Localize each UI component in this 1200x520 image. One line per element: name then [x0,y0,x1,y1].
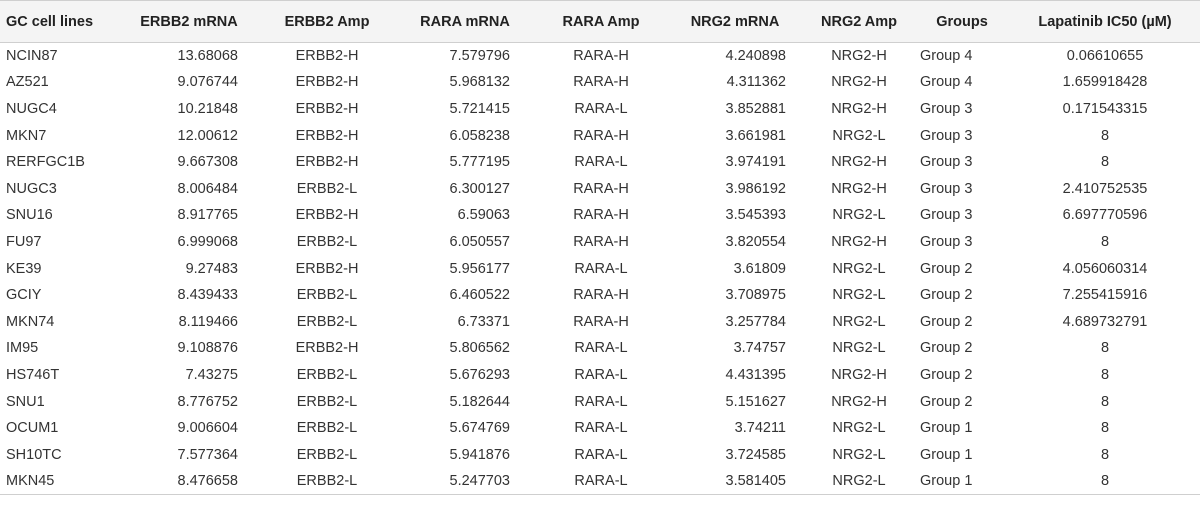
nrg2-amp-value: NRG2-L [832,207,886,224]
group-value: Group 3 [920,180,973,197]
cell-line-name: IM95 [6,340,39,357]
table-row [0,122,1200,149]
erbb2-amp-value: ERBB2-L [296,420,358,437]
erbb2-amp-value: ERBB2-L [296,233,358,250]
nrg2-amp-value: NRG2-H [831,48,887,65]
group-value: Group 3 [920,207,973,224]
rara-mrna-value: 6.59063 [457,207,510,224]
nrg2-mrna-value: 4.311362 [726,74,786,91]
table-row [0,308,1200,335]
cell-line-name: MKN45 [0,468,118,495]
table-row [0,202,1200,229]
group-value: Group 2 [920,393,973,410]
nrg2-mrna-value: 3.581405 [666,468,804,495]
group-value: Group 3 [920,154,973,171]
erbb2-mrna-value: 8.439433 [177,287,238,304]
erbb2-mrna-value: 10.21848 [177,100,238,117]
lapatinib-ic50-value: 2.410752535 [1062,180,1148,197]
cell-line-name: SNU16 [6,207,53,224]
erbb2-amp-value: ERBB2-H [295,100,359,117]
nrg2-amp-value: NRG2-L [832,260,886,277]
rara-amp-value: RARA-H [573,180,629,197]
nrg2-amp-value: NRG2-H [831,180,887,197]
lapatinib-ic50-value: 7.255415916 [1062,287,1148,304]
erbb2-mrna-value: 8.917765 [177,207,238,224]
erbb2-amp-value: ERBB2-H [295,74,359,91]
erbb2-amp-value: ERBB2-L [296,180,358,197]
rara-mrna-value: 5.806562 [449,340,510,357]
lapatinib-ic50-value: 6.697770596 [1062,207,1148,224]
header-rara-amp: RARA Amp [536,1,666,43]
group-value: Group 4 [920,48,973,65]
erbb2-mrna-value: 12.00612 [177,127,238,144]
nrg2-mrna-value: 3.974191 [725,154,786,171]
nrg2-mrna-value: 3.852881 [725,100,786,117]
cell-line-name: SH10TC [6,446,62,463]
lapatinib-ic50-value: 8 [1100,233,1110,250]
nrg2-amp-value: NRG2-L [832,446,886,463]
erbb2-mrna-value: 13.68068 [177,48,238,65]
rara-amp-value: RARA-H [573,287,629,304]
rara-amp-value: RARA-L [574,340,628,357]
nrg2-amp-value: NRG2-L [804,468,914,495]
table-row [0,362,1200,389]
rara-amp-value: RARA-H [573,313,629,330]
cell-line-name: FU97 [6,233,42,250]
nrg2-mrna-value: 4.240898 [725,48,786,65]
rara-amp-value: RARA-L [574,260,628,277]
cell-line-name: MKN7 [6,127,47,144]
rara-mrna-value: 6.73371 [457,313,510,330]
table-row [0,69,1200,96]
cell-line-name: HS746T [6,366,60,383]
rara-mrna-value: 5.956177 [449,260,510,277]
rara-mrna-value: 5.247703 [394,468,536,495]
table-row [0,468,1200,495]
header-erbb2-mrna: ERBB2 mRNA [118,1,260,43]
rara-amp-value: RARA-H [573,207,629,224]
rara-mrna-value: 5.777195 [449,154,510,171]
cell-line-name: NUGC3 [6,180,57,197]
header-gc-cell-lines: GC cell lines [0,1,118,43]
table-header-row [0,1,1200,43]
table-row [0,229,1200,256]
nrg2-amp-value: NRG2-H [831,393,887,410]
rara-amp-value: RARA-H [573,48,629,65]
erbb2-amp-value: ERBB2-L [296,366,358,383]
table-row [0,255,1200,282]
erbb2-mrna-value: 8.476658 [118,468,260,495]
table-row [0,149,1200,176]
group-value: Group 3 [920,100,973,117]
group-value: Group 1 [914,468,1010,495]
cell-line-name: GCIY [6,287,42,304]
lapatinib-ic50-value: 4.056060314 [1062,260,1148,277]
header-lapatinib-ic50: Lapatinib IC50 (µM) [1010,1,1200,43]
rara-amp-value: RARA-H [573,127,629,144]
table-row [0,388,1200,415]
header-groups: Groups [914,1,1010,43]
lapatinib-ic50-value: 8 [1100,127,1110,144]
nrg2-mrna-value: 3.74211 [734,420,786,437]
table-row [0,415,1200,442]
lapatinib-ic50-value: 8 [1100,420,1110,437]
group-value: Group 1 [920,420,973,437]
nrg2-amp-value: NRG2-H [831,74,887,91]
rara-amp-value: RARA-L [536,468,666,495]
erbb2-amp-value: ERBB2-H [295,154,359,171]
erbb2-amp-value: ERBB2-H [295,48,359,65]
erbb2-amp-value: ERBB2-L [296,393,358,410]
nrg2-amp-value: NRG2-L [832,287,886,304]
rara-mrna-value: 6.058238 [449,127,510,144]
lapatinib-ic50-value: 0.06610655 [1066,48,1144,65]
nrg2-mrna-value: 3.986192 [725,180,786,197]
rara-amp-value: RARA-L [574,100,628,117]
nrg2-amp-value: NRG2-L [832,420,886,437]
group-value: Group 2 [920,313,973,330]
rara-amp-value: RARA-H [573,74,629,91]
nrg2-amp-value: NRG2-L [832,127,886,144]
erbb2-amp-value: ERBB2-H [295,340,359,357]
lapatinib-ic50-value: 8 [1100,366,1110,383]
erbb2-amp-value: ERBB2-L [296,287,358,304]
erbb2-mrna-value: 9.076744 [177,74,238,91]
header-erbb2-amp: ERBB2 Amp [260,1,394,43]
nrg2-amp-value: NRG2-H [831,100,887,117]
nrg2-mrna-value: 3.820554 [725,233,786,250]
table-body [0,43,1200,495]
cell-line-name: NCIN87 [6,48,58,65]
nrg2-mrna-value: 3.724585 [725,446,786,463]
group-value: Group 3 [920,127,973,144]
rara-mrna-value: 6.460522 [449,287,510,304]
lapatinib-ic50-value: 8 [1100,340,1110,357]
nrg2-amp-value: NRG2-H [831,366,887,383]
table-row [0,335,1200,362]
table-row [0,96,1200,123]
nrg2-amp-value: NRG2-H [831,233,887,250]
erbb2-mrna-value: 9.667308 [177,154,238,171]
nrg2-mrna-value: 3.61809 [733,260,786,277]
rara-mrna-value: 6.300127 [449,180,510,197]
lapatinib-ic50-value: 8 [1100,154,1110,171]
cell-line-name: MKN74 [6,313,55,330]
erbb2-amp-value: ERBB2-H [295,207,359,224]
rara-mrna-value: 5.941876 [449,446,510,463]
rara-mrna-value: 7.579796 [449,48,510,65]
group-value: Group 4 [920,74,973,91]
erbb2-mrna-value: 8.006484 [177,180,238,197]
nrg2-mrna-value: 3.708975 [725,287,786,304]
nrg2-mrna-value: 3.74757 [733,340,786,357]
rara-mrna-value: 5.182644 [449,393,510,410]
nrg2-mrna-value: 3.661981 [725,127,786,144]
rara-mrna-value: 5.721415 [449,100,510,117]
nrg2-amp-value: NRG2-L [832,340,886,357]
rara-mrna-value: 5.968132 [449,74,510,91]
table-row [0,441,1200,468]
table-row [0,282,1200,309]
erbb2-amp-value: ERBB2-L [296,313,358,330]
nrg2-mrna-value: 3.545393 [725,207,786,224]
lapatinib-ic50-value: 1.659918428 [1062,74,1148,91]
erbb2-mrna-value: 8.119466 [178,313,238,330]
rara-amp-value: RARA-L [574,420,628,437]
group-value: Group 3 [920,233,973,250]
cell-line-name: AZ521 [6,74,49,91]
erbb2-mrna-value: 9.27483 [185,260,238,277]
rara-mrna-value: 6.050557 [449,233,510,250]
cell-line-name: RERFGC1B [6,154,85,171]
nrg2-amp-value: NRG2-L [832,313,886,330]
cell-line-name: SNU1 [6,393,45,410]
group-value: Group 2 [920,340,973,357]
erbb2-mrna-value: 9.108876 [177,340,238,357]
erbb2-amp-value: ERBB2-H [295,127,359,144]
group-value: Group 2 [920,366,973,383]
lapatinib-ic50-value: 0.171543315 [1062,100,1148,117]
erbb2-mrna-value: 8.776752 [177,393,238,410]
table-row [0,175,1200,202]
lapatinib-ic50-value: 8 [1100,393,1110,410]
lapatinib-ic50-value: 8 [1100,446,1110,463]
group-value: Group 2 [920,287,973,304]
rara-amp-value: RARA-L [574,393,628,410]
rara-mrna-value: 5.676293 [449,366,510,383]
rara-amp-value: RARA-L [574,446,628,463]
header-nrg2-amp: NRG2 Amp [804,1,914,43]
table-row [0,43,1200,70]
group-value: Group 2 [920,260,973,277]
header-nrg2-mrna: NRG2 mRNA [666,1,804,43]
erbb2-mrna-value: 7.577364 [177,446,238,463]
erbb2-mrna-value: 6.999068 [177,233,238,250]
nrg2-mrna-value: 5.151627 [725,393,786,410]
rara-amp-value: RARA-H [573,233,629,250]
cell-line-name: OCUM1 [6,420,59,437]
rara-amp-value: RARA-L [574,154,628,171]
erbb2-mrna-value: 9.006604 [177,420,238,437]
erbb2-amp-value: ERBB2-L [296,446,358,463]
cell-line-name: NUGC4 [6,100,57,117]
lapatinib-ic50-value: 4.689732791 [1062,313,1148,330]
nrg2-mrna-value: 4.431395 [725,366,786,383]
header-rara-mrna: RARA mRNA [394,1,536,43]
cell-line-name: KE39 [6,260,42,277]
nrg2-mrna-value: 3.257784 [725,313,786,330]
rara-amp-value: RARA-L [574,366,628,383]
lapatinib-ic50-value: 8 [1010,468,1200,495]
erbb2-mrna-value: 7.43275 [185,366,238,383]
erbb2-amp-value: ERBB2-H [295,260,359,277]
erbb2-amp-value: ERBB2-L [260,468,394,495]
nrg2-amp-value: NRG2-H [831,154,887,171]
rara-mrna-value: 5.674769 [449,420,510,437]
group-value: Group 1 [920,446,973,463]
